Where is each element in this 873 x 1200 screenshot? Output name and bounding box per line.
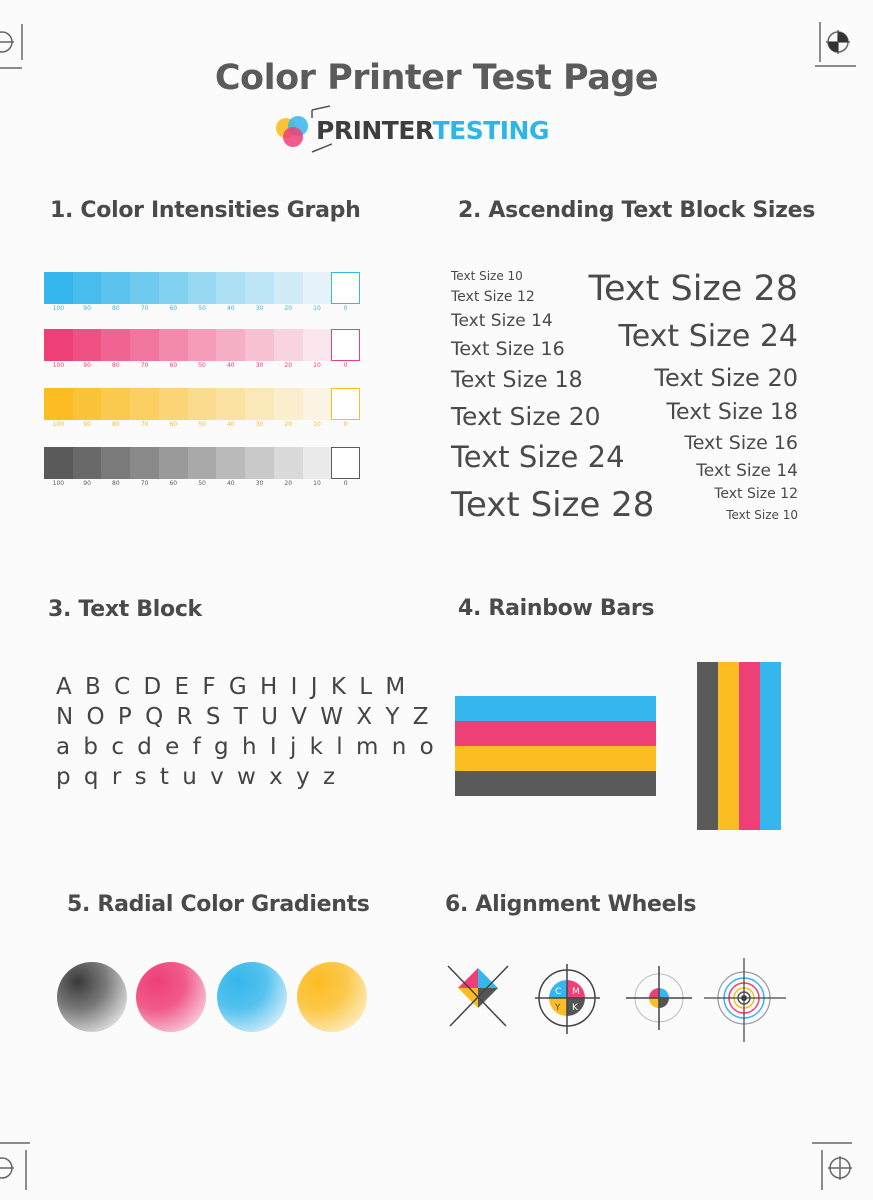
intensity-cell: [73, 329, 102, 361]
intensity-cell: [130, 329, 159, 361]
intensity-level-label: 40: [226, 305, 235, 312]
intensity-cell: [188, 272, 217, 304]
intensity-level-label: 80: [112, 305, 120, 312]
vertical-bar-magenta: [739, 662, 760, 830]
page-title: Color Printer Test Page: [214, 58, 659, 98]
uppercase-line-2: N O P Q R S T U V W X Y Z: [56, 704, 432, 730]
section-heading-rainbow: 4. Rainbow Bars: [458, 596, 655, 621]
alignment-wheel-concentric: [704, 958, 786, 1042]
intensity-cell: [101, 272, 130, 304]
intensity-cell: [303, 272, 332, 304]
intensity-level-label: 70: [140, 362, 149, 369]
text-size-sample: Text Size 18: [666, 400, 798, 425]
intensity-cell: [331, 388, 360, 420]
horizontal-bar-magenta: [455, 721, 656, 746]
intensity-labels-cyan: [44, 305, 360, 312]
intensity-level-label: 90: [83, 362, 91, 369]
alignment-wheel-cmyk: [535, 964, 600, 1034]
intensity-level-label: 30: [255, 305, 264, 312]
intensity-level-label: 100: [52, 362, 65, 369]
intensity-cell: [73, 447, 102, 479]
intensity-cell: [331, 329, 360, 361]
intensity-cell: [331, 272, 360, 304]
alignment-wheel-crosshair: [626, 966, 692, 1030]
text-size-sample: Text Size 16: [684, 432, 798, 454]
intensity-cell: [216, 329, 245, 361]
text-size-sample: Text Size 10: [451, 269, 523, 283]
intensity-level-label: 40: [226, 480, 235, 487]
text-size-sample: Text Size 28: [588, 269, 798, 309]
radial-gradient-magenta: [136, 962, 206, 1032]
intensity-cell: [159, 329, 188, 361]
intensity-cell: [274, 329, 303, 361]
text-size-sample: Text Size 12: [714, 486, 798, 502]
intensity-level-label: 100: [52, 421, 65, 428]
printertesting-logo: [272, 104, 592, 162]
intensity-level-label: 30: [255, 362, 264, 369]
intensity-level-label: 20: [284, 362, 293, 369]
intensity-level-label: 70: [140, 421, 149, 428]
intensity-cell: [274, 388, 303, 420]
text-size-sample: Text Size 12: [451, 289, 535, 305]
intensity-cell: [216, 388, 245, 420]
lowercase-line-2: p q r s t u v w x y z: [56, 764, 339, 790]
intensity-cell: [73, 388, 102, 420]
radial-gradient-yellow: [297, 962, 367, 1032]
intensity-level-label: 20: [284, 305, 293, 312]
horizontal-bar-yellow: [455, 746, 656, 771]
text-size-sample: Text Size 14: [451, 311, 553, 331]
text-size-sample: Text Size 20: [451, 402, 601, 431]
vertical-bar-cyan: [760, 662, 781, 830]
alignment-wheels: [440, 958, 800, 1048]
intensity-cell: [188, 329, 217, 361]
section-heading-text-sizes: 2. Ascending Text Block Sizes: [458, 198, 816, 223]
intensity-cell: [188, 388, 217, 420]
intensity-cell: [73, 272, 102, 304]
intensity-cell: [245, 272, 274, 304]
intensity-cell: [274, 447, 303, 479]
intensity-level-label: 0: [343, 362, 348, 369]
intensity-cell: [245, 388, 274, 420]
intensity-labels-yellow: [44, 421, 360, 428]
intensity-cell: [101, 447, 130, 479]
intensity-cell: [216, 447, 245, 479]
wheel-label-k: K: [572, 1003, 578, 1013]
intensity-level-label: 0: [343, 421, 348, 428]
intensity-level-label: 50: [198, 362, 206, 369]
vertical-bar-yellow: [718, 662, 739, 830]
intensity-level-label: 100: [52, 305, 65, 312]
intensity-level-label: 10: [313, 362, 321, 369]
intensity-level-label: 0: [343, 305, 348, 312]
horizontal-bar-black: [455, 771, 656, 796]
intensity-level-label: 70: [140, 305, 149, 312]
horizontal-bar-cyan: [455, 696, 656, 721]
section-heading-radial: 5. Radial Color Gradients: [67, 892, 370, 917]
wheel-label-c: C: [555, 987, 562, 997]
text-size-sample: Text Size 28: [451, 485, 655, 525]
text-size-sample: Text Size 14: [696, 461, 798, 481]
intensity-level-label: 60: [169, 421, 178, 428]
text-size-sample: Text Size 24: [618, 319, 798, 354]
intensity-level-label: 60: [169, 305, 178, 312]
intensity-level-label: 60: [169, 362, 178, 369]
text-size-sample: Text Size 20: [654, 364, 798, 392]
wheel-label-m: M: [572, 987, 580, 997]
intensity-level-label: 90: [83, 421, 91, 428]
section-heading-text-block: 3. Text Block: [48, 597, 202, 622]
intensity-level-label: 50: [198, 480, 206, 487]
text-size-sample: Text Size 10: [726, 508, 798, 522]
alignment-wheel-diamond: [448, 966, 508, 1026]
intensity-level-label: 80: [112, 480, 120, 487]
intensity-cell: [188, 447, 217, 479]
intensity-level-label: 0: [343, 480, 348, 487]
intensity-cell: [44, 447, 73, 479]
intensity-level-label: 80: [112, 362, 120, 369]
intensity-cell: [130, 388, 159, 420]
intensity-cell: [44, 329, 73, 361]
alphabet-text-block: [56, 672, 437, 792]
intensity-bar-cyan: [44, 272, 360, 304]
intensity-cell: [331, 447, 360, 479]
intensity-cell: [101, 388, 130, 420]
logo-text-printer: PRINTER: [316, 116, 433, 145]
uppercase-line-1: A B C D E F G H I J K L M: [56, 674, 409, 700]
intensity-cell: [303, 447, 332, 479]
wheel-label-y: Y: [555, 1003, 561, 1013]
section-heading-wheels: 6. Alignment Wheels: [445, 892, 697, 917]
intensity-cell: [101, 329, 130, 361]
text-size-sample: Text Size 18: [451, 368, 583, 393]
intensity-cell: [216, 272, 245, 304]
intensity-level-label: 100: [52, 480, 65, 487]
intensity-cell: [159, 272, 188, 304]
intensity-level-label: 90: [83, 480, 91, 487]
intensity-level-label: 70: [140, 480, 149, 487]
intensity-cell: [130, 272, 159, 304]
intensity-cell: [159, 388, 188, 420]
intensity-cell: [303, 388, 332, 420]
intensity-labels-black: [44, 480, 360, 487]
vertical-bar-black: [697, 662, 718, 830]
intensity-level-label: 10: [313, 421, 321, 428]
intensity-level-label: 50: [198, 305, 206, 312]
intensity-labels-magenta: [44, 362, 360, 369]
intensity-level-label: 10: [313, 305, 321, 312]
radial-gradient-black: [57, 962, 127, 1032]
text-size-sample: Text Size 24: [451, 440, 625, 474]
radial-gradient-cyan: [217, 962, 287, 1032]
intensity-cell: [303, 329, 332, 361]
intensity-bar-magenta: [44, 329, 360, 361]
intensity-cell: [274, 272, 303, 304]
intensity-cell: [130, 447, 159, 479]
intensity-level-label: 40: [226, 362, 235, 369]
intensity-cell: [44, 388, 73, 420]
intensity-bar-yellow: [44, 388, 360, 420]
section-heading-intensities: 1. Color Intensities Graph: [50, 198, 361, 223]
intensity-cell: [159, 447, 188, 479]
intensity-level-label: 20: [284, 421, 293, 428]
intensity-level-label: 90: [83, 305, 91, 312]
intensity-cell: [245, 447, 274, 479]
intensity-level-label: 80: [112, 421, 120, 428]
logo-text-testing: TESTING: [432, 116, 549, 145]
text-size-sample: Text Size 16: [451, 338, 565, 360]
intensity-level-label: 40: [226, 421, 235, 428]
intensity-bar-black: [44, 447, 360, 479]
lowercase-line-1: a b c d e f g h I j k l m n o: [56, 734, 437, 760]
intensity-level-label: 50: [198, 421, 206, 428]
intensity-level-label: 20: [284, 480, 293, 487]
intensity-level-label: 60: [169, 480, 178, 487]
intensity-level-label: 30: [255, 421, 264, 428]
intensity-level-label: 10: [313, 480, 321, 487]
intensity-cell: [44, 272, 73, 304]
intensity-level-label: 30: [255, 480, 264, 487]
intensity-cell: [245, 329, 274, 361]
